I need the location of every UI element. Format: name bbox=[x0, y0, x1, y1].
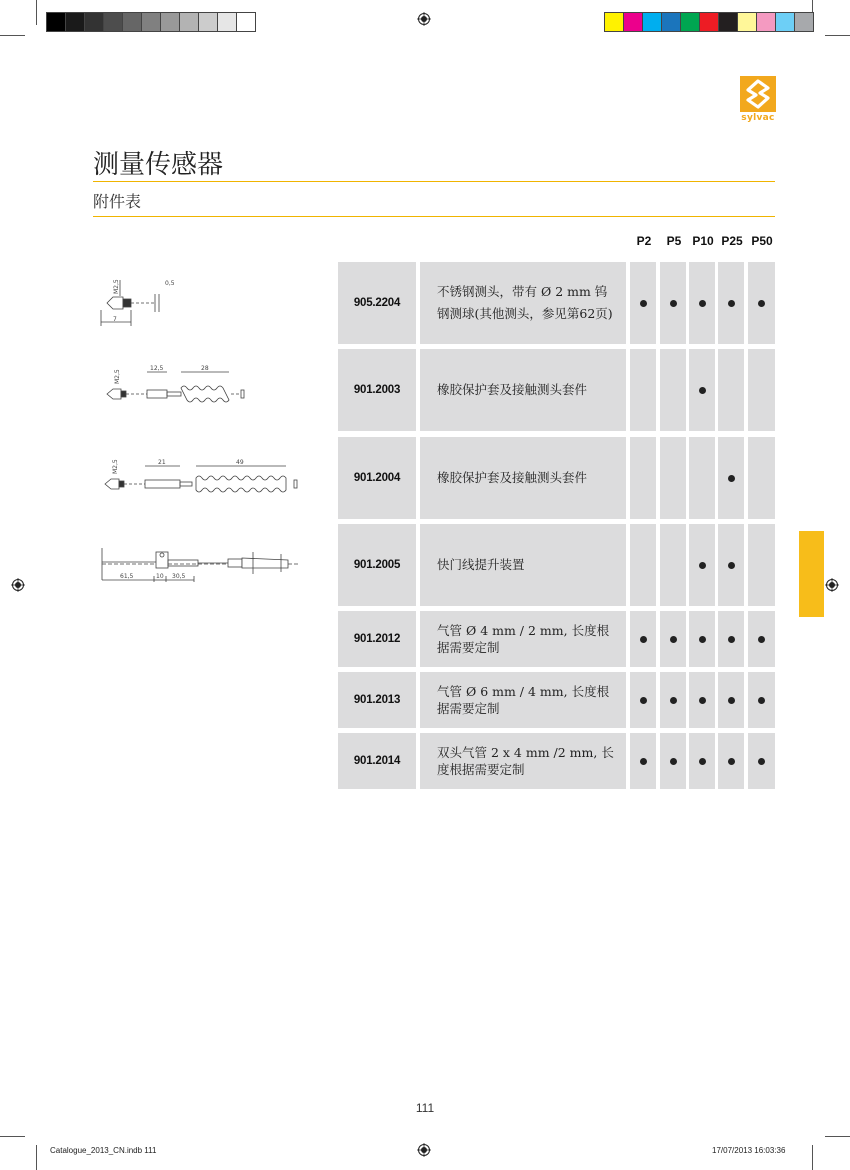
compatible-dot-icon bbox=[758, 697, 765, 704]
subtitle-divider bbox=[93, 216, 775, 217]
compatibility-cell-p25 bbox=[718, 262, 744, 344]
compatible-dot-icon bbox=[728, 300, 735, 307]
logo-text: sylvac bbox=[741, 113, 775, 123]
compatibility-cell-p50 bbox=[748, 524, 775, 606]
compatibility-cell-p5 bbox=[660, 437, 686, 519]
compatibility-cell-p2 bbox=[630, 349, 656, 431]
compatible-dot-icon bbox=[758, 636, 765, 643]
dimension-label: M2,5 bbox=[114, 369, 121, 384]
article-description bbox=[420, 437, 626, 519]
description-text: 快门线提升装置 bbox=[437, 557, 525, 572]
article-description bbox=[420, 733, 626, 789]
article-number: 901.2012 bbox=[338, 611, 416, 667]
compatibility-cell-p2 bbox=[630, 437, 656, 519]
compatible-dot-icon bbox=[699, 387, 706, 394]
description-text: 双头气管 2 x 4 mm /2 mm, 长度根据需要定制 bbox=[437, 745, 614, 777]
table-row bbox=[338, 437, 775, 519]
compatibility-cell-p5 bbox=[660, 672, 686, 728]
color-swatch bbox=[662, 13, 681, 31]
color-swatch bbox=[47, 13, 66, 31]
gray-color-bar bbox=[46, 12, 256, 32]
compatibility-cell-p10 bbox=[689, 524, 715, 606]
color-swatch bbox=[161, 13, 180, 31]
description-text: 气管 Ø 4 mm / 2 mm, 长度根据需要定制 bbox=[437, 623, 610, 655]
color-swatch bbox=[738, 13, 757, 31]
article-number: 901.2013 bbox=[338, 672, 416, 728]
compatibility-cell-p5 bbox=[660, 262, 686, 344]
table-row bbox=[338, 611, 775, 667]
compatible-dot-icon bbox=[670, 758, 677, 765]
compatibility-cell-p5 bbox=[660, 524, 686, 606]
dimension-label: 0,5 bbox=[165, 280, 175, 287]
table-row bbox=[338, 524, 775, 606]
crop-mark bbox=[812, 1145, 813, 1170]
color-swatch bbox=[66, 13, 85, 31]
compatibility-cell-p10 bbox=[689, 611, 715, 667]
color-swatch bbox=[757, 13, 776, 31]
article-description bbox=[420, 611, 626, 667]
compatible-dot-icon bbox=[670, 636, 677, 643]
section-side-tab bbox=[799, 531, 824, 617]
table-row bbox=[338, 733, 775, 789]
column-header-p50: P50 bbox=[751, 234, 773, 248]
table-row bbox=[338, 262, 775, 344]
compatibility-cell-p10 bbox=[689, 672, 715, 728]
compatibility-cell-p2 bbox=[630, 524, 656, 606]
compatibility-cell-p50 bbox=[748, 437, 775, 519]
color-swatch bbox=[776, 13, 795, 31]
compatibility-cell-p25 bbox=[718, 672, 744, 728]
compatibility-cell-p10 bbox=[689, 437, 715, 519]
compatible-dot-icon bbox=[728, 758, 735, 765]
compatible-dot-icon bbox=[640, 758, 647, 765]
compatible-dot-icon bbox=[670, 697, 677, 704]
crop-mark bbox=[825, 1136, 850, 1137]
compatibility-cell-p2 bbox=[630, 262, 656, 344]
compatible-dot-icon bbox=[640, 636, 647, 643]
article-number: 901.2014 bbox=[338, 733, 416, 789]
probe-drawing-905-2204 bbox=[95, 270, 185, 330]
article-number: 901.2004 bbox=[338, 437, 416, 519]
compatibility-cell-p2 bbox=[630, 611, 656, 667]
compatibility-cell-p2 bbox=[630, 733, 656, 789]
compatible-dot-icon bbox=[699, 300, 706, 307]
dimension-label: 49 bbox=[236, 459, 244, 466]
description-text: 橡胶保护套及接触测头套件 bbox=[437, 382, 588, 397]
dimension-label: 12,5 bbox=[150, 365, 164, 372]
sylvac-logo-mark-icon bbox=[740, 76, 776, 112]
article-description bbox=[420, 349, 626, 431]
crop-mark bbox=[36, 1145, 37, 1170]
color-swatch bbox=[180, 13, 199, 31]
compatibility-cell-p25 bbox=[718, 611, 744, 667]
registration-mark-icon bbox=[825, 578, 839, 592]
registration-mark-icon bbox=[11, 578, 25, 592]
sylvac-logo bbox=[740, 76, 776, 124]
dimension-label: 21 bbox=[158, 459, 166, 466]
compatible-dot-icon bbox=[670, 300, 677, 307]
article-number: 905.2204 bbox=[338, 262, 416, 344]
compatibility-cell-p5 bbox=[660, 611, 686, 667]
compatibility-cell-p25 bbox=[718, 437, 744, 519]
compatible-dot-icon bbox=[728, 636, 735, 643]
description-text: 气管 Ø 6 mm / 4 mm, 长度根据需要定制 bbox=[437, 684, 610, 716]
compatible-dot-icon bbox=[699, 758, 706, 765]
column-header-p5: P5 bbox=[666, 234, 682, 248]
dimension-label: 28 bbox=[201, 365, 209, 372]
registration-mark-icon bbox=[417, 12, 431, 26]
description-text: 橡胶保护套及接触测头套件 bbox=[437, 470, 588, 485]
compatibility-cell-p50 bbox=[748, 672, 775, 728]
compatibility-cell-p5 bbox=[660, 349, 686, 431]
compatible-dot-icon bbox=[758, 758, 765, 765]
dimension-label: 10 bbox=[156, 573, 164, 580]
article-description bbox=[420, 672, 626, 728]
compatibility-cell-p2 bbox=[630, 672, 656, 728]
compatibility-cell-p50 bbox=[748, 733, 775, 789]
compatible-dot-icon bbox=[728, 475, 735, 482]
column-header-p10: P10 bbox=[692, 234, 714, 248]
color-swatch bbox=[123, 13, 142, 31]
crop-mark bbox=[0, 35, 25, 36]
color-swatch bbox=[237, 13, 255, 31]
table-row bbox=[338, 672, 775, 728]
page-number: 111 bbox=[415, 1101, 435, 1115]
boot-kit-drawing-901-2003 bbox=[105, 362, 255, 412]
compatibility-cell-p10 bbox=[689, 733, 715, 789]
color-swatch bbox=[719, 13, 738, 31]
footer-timestamp: 17/07/2013 16:03:36 bbox=[712, 1146, 786, 1155]
color-swatch bbox=[104, 13, 123, 31]
compatibility-cell-p50 bbox=[748, 611, 775, 667]
dimension-label: M2,5 bbox=[112, 459, 119, 474]
table-row bbox=[338, 349, 775, 431]
shutter-lifter-drawing-901-2005 bbox=[98, 540, 302, 586]
compatibility-cell-p50 bbox=[748, 262, 775, 344]
compatibility-cell-p25 bbox=[718, 524, 744, 606]
color-swatch bbox=[795, 13, 813, 31]
footer-file-name: Catalogue_2013_CN.indb 111 bbox=[50, 1146, 157, 1155]
compatible-dot-icon bbox=[728, 697, 735, 704]
boot-kit-drawing-901-2004 bbox=[103, 452, 303, 498]
compatibility-cell-p10 bbox=[689, 262, 715, 344]
article-description bbox=[420, 262, 626, 344]
compatibility-cell-p25 bbox=[718, 349, 744, 431]
color-swatch bbox=[700, 13, 719, 31]
compatible-dot-icon bbox=[699, 562, 706, 569]
compatible-dot-icon bbox=[699, 697, 706, 704]
compatibility-cell-p50 bbox=[748, 349, 775, 431]
title-divider bbox=[93, 181, 775, 182]
compatible-dot-icon bbox=[699, 636, 706, 643]
compatible-dot-icon bbox=[640, 697, 647, 704]
registration-mark-icon bbox=[417, 1143, 431, 1157]
dimension-label: 61,5 bbox=[120, 573, 134, 580]
compatible-dot-icon bbox=[640, 300, 647, 307]
color-swatch bbox=[643, 13, 662, 31]
compatible-dot-icon bbox=[758, 300, 765, 307]
column-header-p2: P2 bbox=[636, 234, 652, 248]
compatibility-cell-p25 bbox=[718, 733, 744, 789]
compatibility-cell-p5 bbox=[660, 733, 686, 789]
color-swatch bbox=[199, 13, 218, 31]
article-number: 901.2003 bbox=[338, 349, 416, 431]
color-swatch bbox=[85, 13, 104, 31]
dimension-label: 30,5 bbox=[172, 573, 186, 580]
article-description bbox=[420, 524, 626, 606]
crop-mark bbox=[36, 0, 37, 25]
compatibility-cell-p10 bbox=[689, 349, 715, 431]
crop-mark bbox=[0, 1136, 25, 1137]
column-header-p25: P25 bbox=[721, 234, 743, 248]
section-subtitle: 附件表 bbox=[93, 192, 142, 211]
page-title: 测量传感器 bbox=[93, 150, 224, 180]
color-swatch bbox=[218, 13, 237, 31]
dimension-label: M2,5 bbox=[113, 279, 120, 294]
color-swatch bbox=[624, 13, 643, 31]
color-swatch bbox=[142, 13, 161, 31]
crop-mark bbox=[825, 35, 850, 36]
compatible-dot-icon bbox=[728, 562, 735, 569]
color-swatch bbox=[681, 13, 700, 31]
article-number: 901.2005 bbox=[338, 524, 416, 606]
dimension-label: 7 bbox=[113, 316, 117, 323]
color-calibration-bar bbox=[604, 12, 814, 32]
color-swatch bbox=[605, 13, 624, 31]
description-text: 不锈钢测头，带有 Ø 2 mm 钨钢测球(其他测头，参见第62页) bbox=[437, 284, 613, 321]
